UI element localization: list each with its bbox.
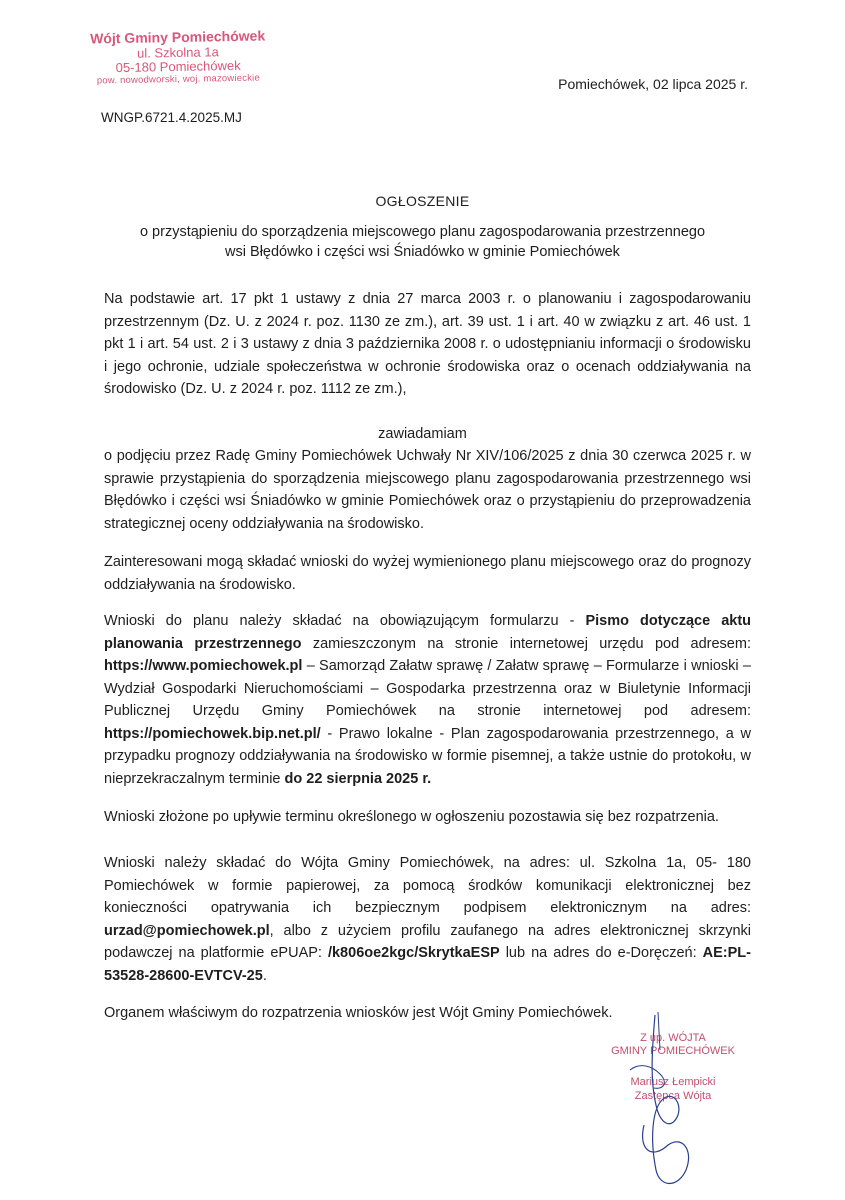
reference-number: WNGP.6721.4.2025.MJ [101,110,242,125]
subtitle-line-1: o przystąpieniu do sporządzenia miejscowego planu zagospodarowania przestrzennego [139,224,706,240]
address-edoreczenia: AE:PL-53528-28600-EVTCV-25 [104,945,751,984]
paragraph-competent: Organem właściwym do rozpatrzenia wniosków jest Wójt Gminy Pomiechówek. [104,1005,613,1021]
paragraph-form [104,610,751,790]
office-stamp [78,28,279,87]
stamp-line-3: 05-180 Pomiechówek [115,58,241,76]
place-date: Pomiechówek, 02 lipca 2025 r. [558,76,748,92]
paragraph-address [104,852,751,987]
form-url-2[interactable]: https://pomiechowek.bip.net.pl/ [104,725,321,742]
address-email[interactable]: urzad@pomiechowek.pl [104,922,270,939]
document-title: OGŁOSZENIE [375,193,470,209]
address-text-1: Wnioski należy składać do Wójta Gminy Pomiechówek, na adres: ul. Szkolna 1a, 05- 180 Pomiechówek w formie papierowej, za pomocą środków komunikacji elektronicznej bez konieczności opatrywania ich bezpiecznym podpisem elektronicznym na adres: [104,855,751,916]
announce-word: zawiadamiam [378,426,467,442]
stamp-line-1: Wójt Gminy Pomiechówek [89,27,266,47]
paragraph-legal-basis: Na podstawie art. 17 pkt 1 ustawy z dnia 27 marca 2003 r. o planowaniu i zagospodarowaniu przestrzennym (Dz. U. z 2024 r. poz. 1130 ze zm.), art. 39 ust. 1 i art. 40 w związku z art. 46 ust. 1 pkt 1 i art. 54 ust. 2 i 3 ustawy z dnia 3 października 2008 r. o udostępnianiu informacji o środowisku i jego ochronie, udziale społeczeństwa w ochronie środowiska oraz o ocenach oddziaływania na środowisko (Dz. U. z 2024 r. poz. 1112 ze zm.), [104,291,751,397]
stamp-line-4: pow. nowodworski, woj. mazowieckie [96,72,261,87]
signature-line-4: Zastępca Wójta [634,1089,712,1102]
signature-line-1: Z up. WÓJTA [640,1032,706,1044]
form-text-2: zamieszczonym na stronie internetowej urzędu pod adresem: [301,635,751,652]
paragraph-late: Wnioski złożone po upływie terminu określonego w ogłoszeniu pozostawia się bez rozpatrzenia. [104,809,719,825]
paragraph-announce: o podjęciu przez Radę Gminy Pomiechówek Uchwały Nr XIV/106/2025 z dnia 30 czerwca 2025 r. w sprawie przystąpienia do sporządzenia miejscowego planu zagospodarowania przestrzennego wsi Błędówko i części wsi Śniadówko w gminie Pomiechówek oraz o przystąpieniu do przeprowadzenia strategicznej oceny oddziaływania na środowisko. [104,448,751,532]
form-text-3: – Samorząd Załatw sprawę / Załatw sprawę – Formularze i wnioski – Wydział Gospodarki Nieruchomościami – Gospodarka przestrzenna oraz w Biuletynie Informacji Publicznej Urzędu Gminy Pomiechówek na stronie internetowej pod adresem: [104,658,751,719]
signature-line-2: GMINY POMIECHÓWEK [611,1045,735,1058]
handwritten-signature-icon [560,1010,780,1190]
form-url-1[interactable]: https://www.pomiechowek.pl [104,658,303,674]
form-text-4: - Prawo lokalne - Plan zagospodarowania przestrzennego, a w przypadku prognozy oddziaływania na środowisko w formie pisemnej, a także ustnie do protokołu, w nieprzekraczalnym terminie [104,725,751,787]
address-text-4: . [262,967,267,984]
form-deadline: do 22 sierpnia 2025 r. [284,770,432,787]
address-text-2: , albo z użyciem profilu zaufanego na adres elektronicznej skrzynki podawczej na platformie ePUAP: [104,922,751,961]
paragraph-interested: Zainteresowani mogą składać wnioski do wyżej wymienionego planu miejscowego oraz do prognozy oddziaływania na środowisko. [104,554,751,593]
document-subtitle [120,222,725,262]
address-epuap: /k806oe2kgc/SkrytkaESP [327,945,500,961]
form-text-1: Wnioski do planu należy składać na obowiązującym formularzu - [104,613,586,629]
form-name-bold: Pismo dotyczące aktu planowania przestrzennego [104,613,752,652]
signature-block [560,1010,780,1190]
signature-line-3: Mariusz Łempicki [630,1076,716,1089]
subtitle-line-2: wsi Błędówko i części wsi Śniadówko w gminie Pomiechówek [225,244,620,260]
address-text-3: lub na adres do e-Doręczeń: [499,945,703,961]
stamp-line-2: ul. Szkolna 1a [136,43,219,61]
